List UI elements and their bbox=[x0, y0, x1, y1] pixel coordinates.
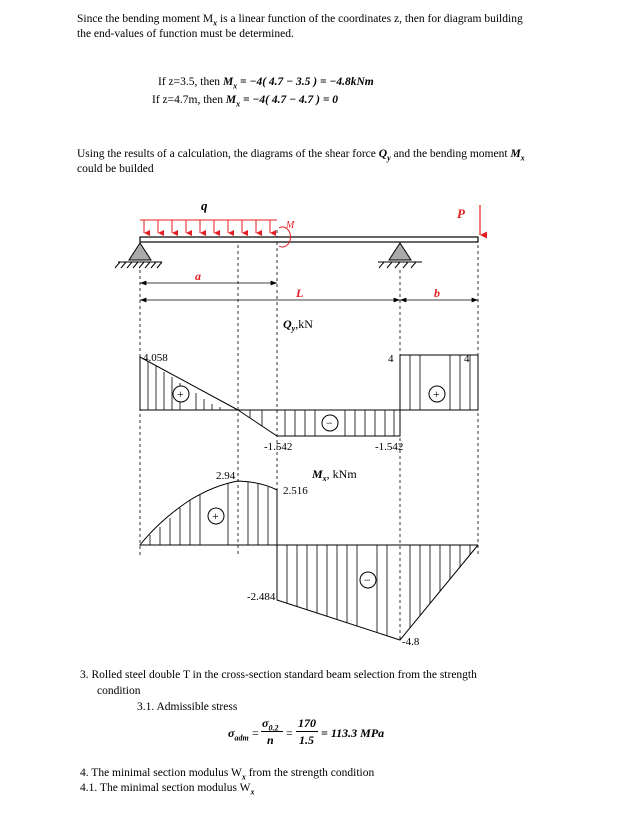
equals-1: = bbox=[252, 726, 259, 740]
denominator: 1.5 bbox=[299, 733, 314, 747]
calc-line-2: If z=4.7m, then $M_x = -4$( 4.7 − 4.7 ) = 0 bbox=[152, 94, 339, 109]
calc-line-1: If z=3.5, then $M_x = -4$( 4.7 − 3.5 ) = −4.8kNm bbox=[158, 76, 374, 91]
load-p-label: P bbox=[457, 206, 465, 221]
beam bbox=[140, 237, 478, 242]
dim-l-label: L bbox=[296, 286, 304, 300]
dim-b-label: b bbox=[434, 286, 440, 300]
dim-a-label: a bbox=[195, 269, 201, 283]
moment-pos-sign-label: + bbox=[212, 509, 219, 523]
shear-diagram bbox=[140, 317, 478, 453]
intro-line-2: the end-values of function must be determined. bbox=[77, 28, 294, 40]
sigma-adm: $\sigma_{adm}$ bbox=[228, 726, 249, 743]
section-4-1-heading: 4.1. The minimal section modulus $W_x$ bbox=[80, 782, 255, 797]
shear-value-right-2: 4 bbox=[464, 353, 470, 365]
numerator: 170 bbox=[298, 716, 316, 730]
shear-neg-sign-label: − bbox=[326, 416, 333, 430]
shear-pos-sign-left-label: + bbox=[177, 387, 184, 401]
results-line-2: could be builded bbox=[77, 163, 154, 175]
moment-value-jump-bottom: -2.484 bbox=[247, 591, 276, 603]
intro-line-1: Since the bending moment $M_x$ is a linear function of the coordinates z, then for diagram building bbox=[77, 13, 523, 28]
shear-pos-sign-right-label: + bbox=[433, 387, 440, 401]
fraction-bar-1 bbox=[261, 731, 283, 732]
moment-value-jump-top: 2.516 bbox=[283, 485, 308, 497]
section-3-heading-cont: condition bbox=[97, 685, 141, 697]
equals-2: = bbox=[286, 726, 293, 740]
moment-title: $M_x$, kNm bbox=[312, 467, 357, 483]
shear-value-right-1: 4 bbox=[388, 353, 394, 365]
fraction-bar-2 bbox=[296, 731, 318, 732]
moment-diagram bbox=[140, 467, 478, 648]
shear-value-right-neg: -1.542 bbox=[375, 441, 404, 453]
left-support bbox=[115, 243, 162, 268]
moment-value-peak: 2.94 bbox=[216, 470, 236, 482]
shear-value-left: 4.058 bbox=[143, 352, 168, 364]
results-line-1: Using the results of a calculation, the diagrams of the shear force $Q_y$ and the bending moment $M_x$ bbox=[77, 148, 525, 163]
section-4-heading: 4. The minimal section modulus $W_x$ from the strength condition bbox=[80, 767, 375, 782]
n-symbol: n bbox=[267, 733, 274, 747]
section-3-heading: 3. Rolled steel double T in the cross-section standard beam selection from the strength bbox=[80, 669, 477, 681]
moment-value-min: -4.8 bbox=[402, 636, 420, 648]
moment-load-label: M bbox=[286, 220, 295, 231]
section-3-1-heading: 3.1. Admissible stress bbox=[137, 701, 238, 713]
admissible-stress-formula bbox=[228, 716, 448, 750]
distributed-load bbox=[140, 220, 277, 233]
shear-title: $Q_y,kN$ bbox=[283, 317, 313, 333]
sigma-02: $\sigma_{0.2}$ bbox=[262, 716, 279, 733]
load-q-label: q bbox=[201, 198, 208, 213]
shear-value-mid-neg: -1.542 bbox=[264, 441, 293, 453]
reference-lines bbox=[140, 230, 478, 640]
right-support bbox=[378, 243, 422, 268]
dimension-lines bbox=[140, 283, 478, 300]
moment-neg-sign-label: − bbox=[364, 573, 371, 587]
stress-result: = 113.3 MPa bbox=[321, 726, 385, 740]
